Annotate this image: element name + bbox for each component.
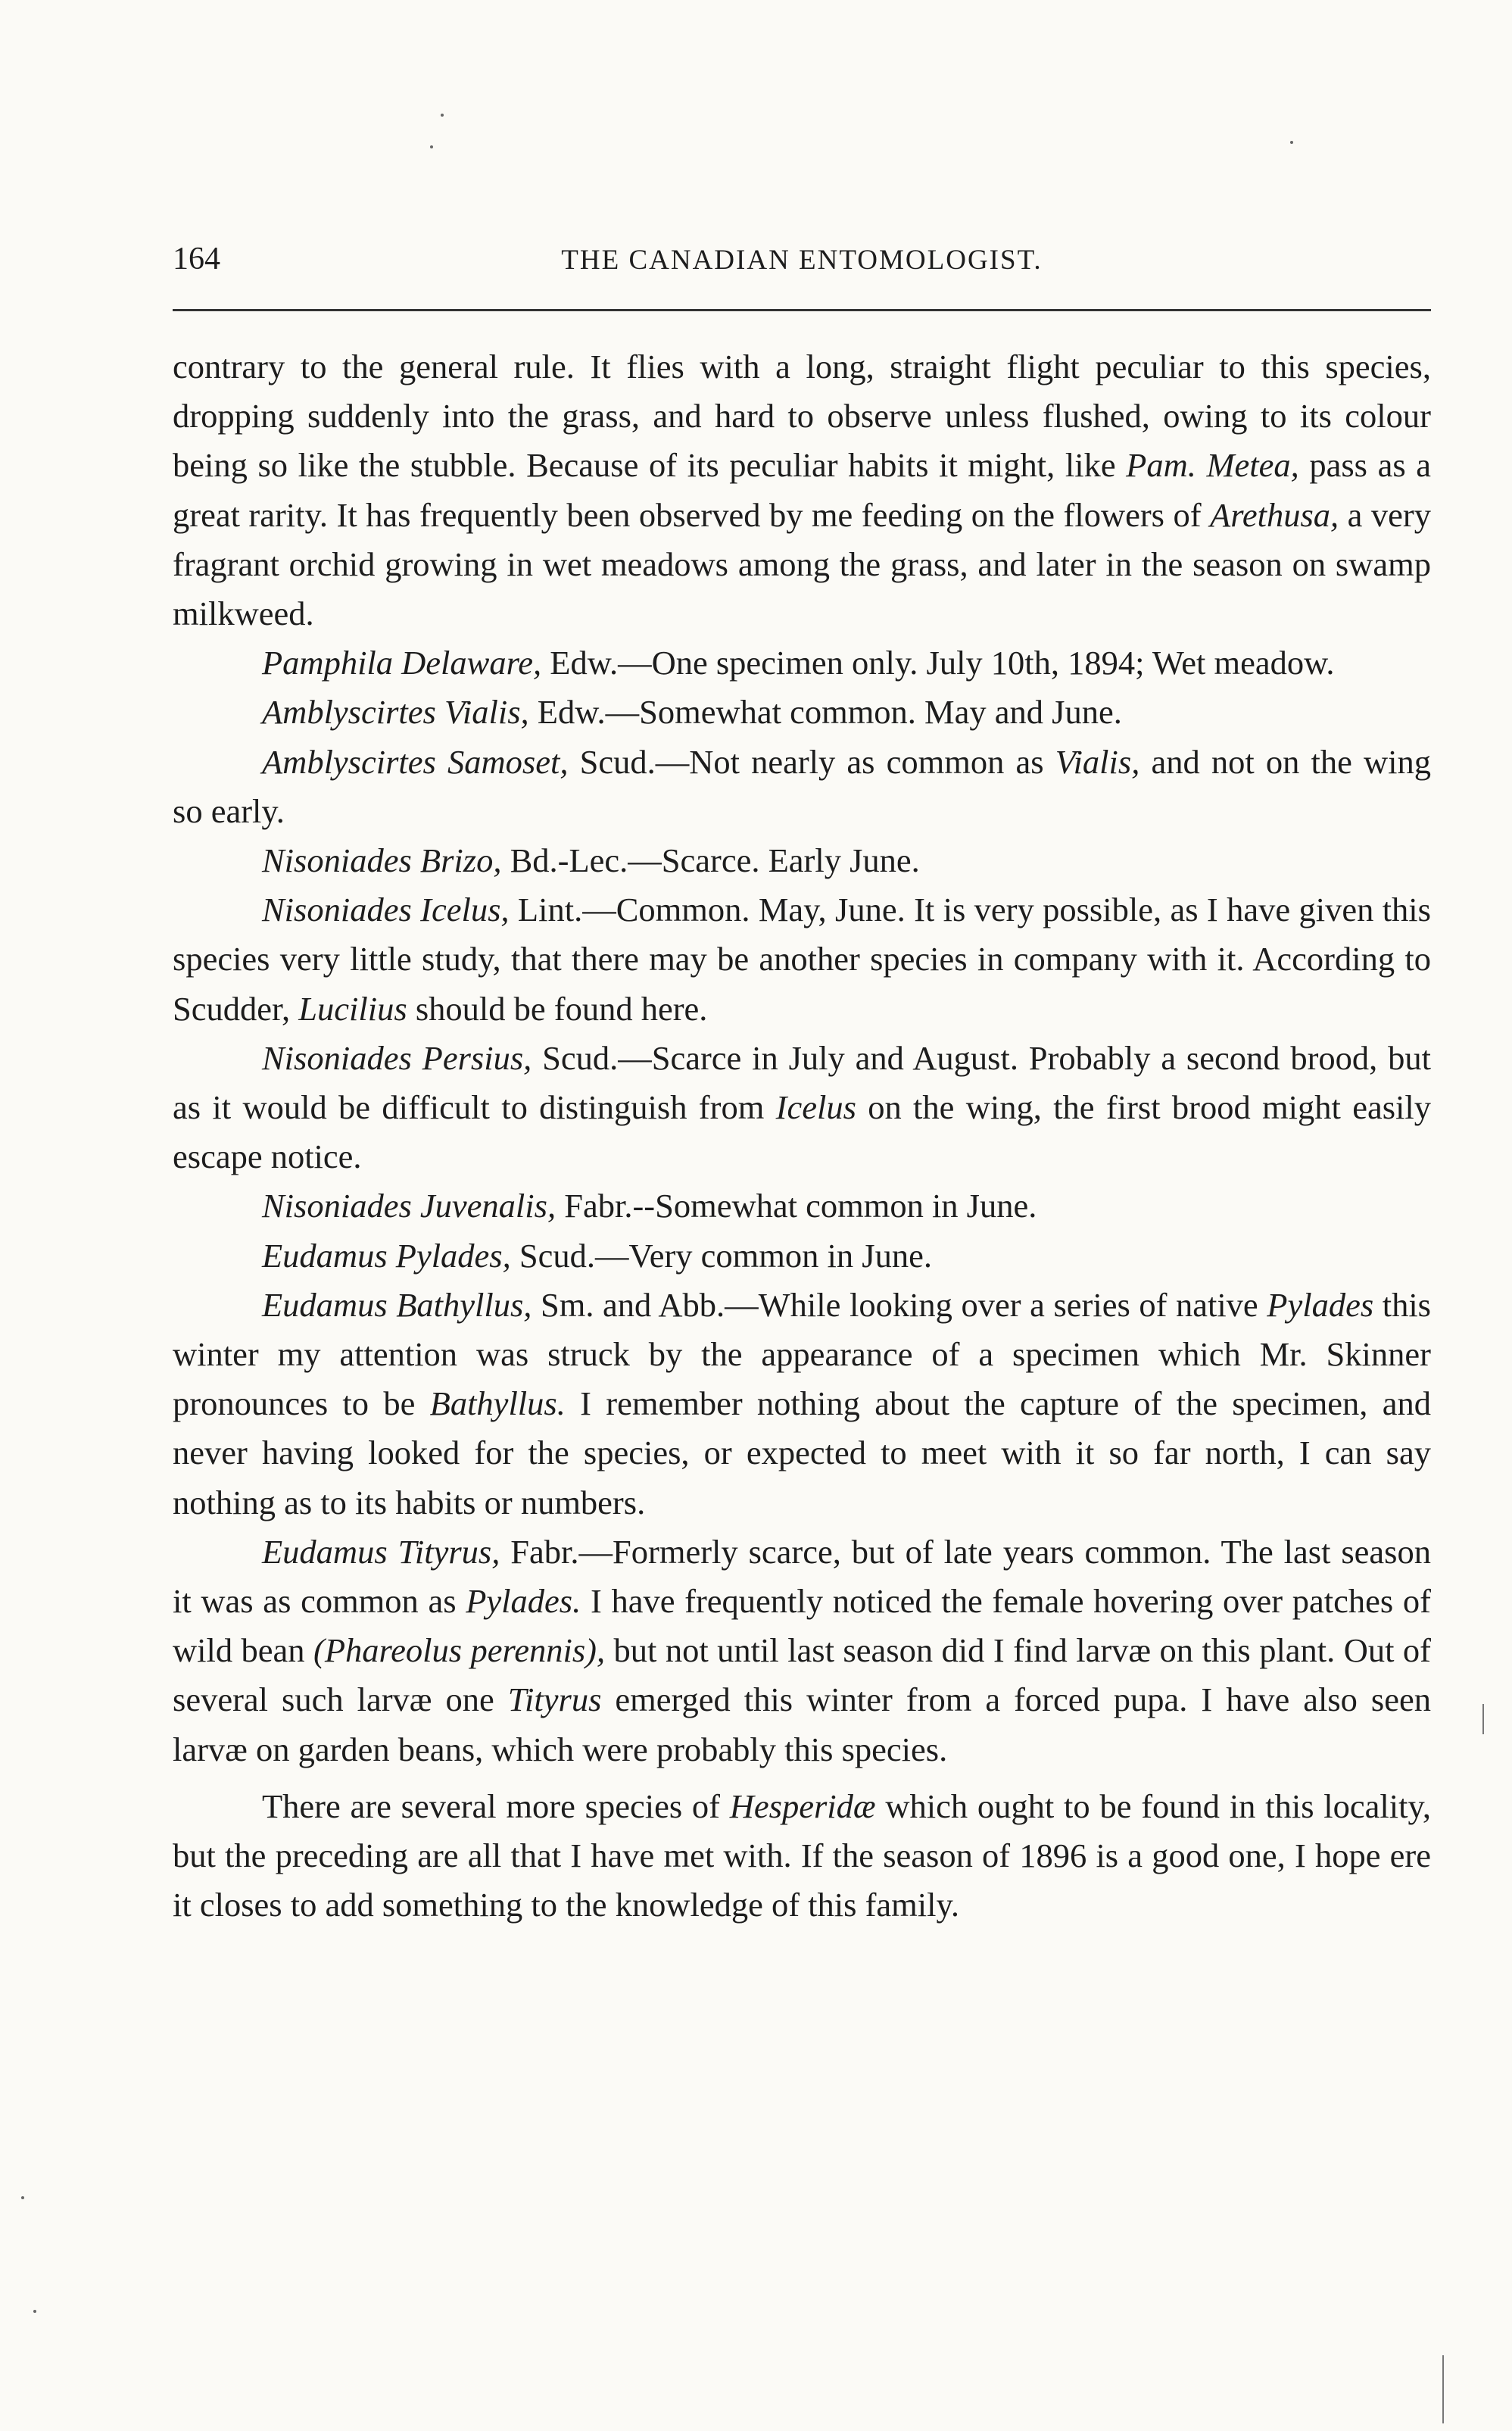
species-name: Tityrus bbox=[507, 1680, 602, 1719]
species-name: Pamphila Delaware, bbox=[262, 644, 542, 682]
paragraph-continuation: contrary to the general rule. It flies with a long, straight flight peculiar to this species, dropping suddenly into the grass, and hard to observe unless flushed, owing to its colour being so like the stubble. Because of its peculiar habits it might, like Pam. Metea, pass as a great rarity. It has frequently been observed by me feeding on the flowers of Arethusa, a very fragrant orchid growing in wet meadows among the grass, and later in the season on swamp milkweed. bbox=[173, 348, 1431, 633]
running-head: THE CANADIAN ENTOMOLOGIST. bbox=[561, 245, 1043, 276]
species-name: Pylades. bbox=[466, 1582, 581, 1621]
species-name: Lucilius bbox=[298, 989, 407, 1028]
species-entry: Nisoniades Icelus, Lint.—Common. May, June. It is very possible, as I have given this species very little study, that there may be another species in company with it. According to Scudder, Lucilius should be found here. bbox=[173, 891, 1431, 1028]
species-entry: Pamphila Delaware, Edw.—One specimen only. July 10th, 1894; Wet meadow. bbox=[262, 644, 1335, 682]
species-entry: Eudamus Pylades, Scud.—Very common in June. bbox=[262, 1236, 932, 1275]
closing-paragraph: There are several more species of Hesperidæ which ought to be found in this locality, but the preceding are all that I have met with. If the season of 1896 is a good one, I hope ere it closes to add something to the knowledge of this family. bbox=[173, 1787, 1431, 1924]
species-name: Arethusa, bbox=[1210, 495, 1339, 534]
species-entry: Amblyscirtes Vialis, Edw.—Somewhat common. May and June. bbox=[262, 693, 1122, 732]
species-entry: Nisoniades Juvenalis, Fabr.--Somewhat common in June. bbox=[262, 1187, 1037, 1225]
species-name: Nisoniades Juvenalis, bbox=[262, 1187, 556, 1225]
species-name: Amblyscirtes Vialis, bbox=[262, 693, 529, 732]
plant-name: (Phareolus perennis), bbox=[313, 1631, 606, 1670]
species-name: Nisoniades Icelus, bbox=[262, 891, 510, 929]
scan-mark bbox=[1482, 1704, 1484, 1734]
species-name: Nisoniades Brizo, bbox=[262, 841, 502, 880]
species-name: Pam. Metea, bbox=[1126, 446, 1299, 485]
species-name: Amblyscirtes Samoset, bbox=[262, 742, 569, 781]
species-name: Vialis, bbox=[1055, 742, 1140, 781]
page-header bbox=[173, 241, 1431, 289]
species-name: Eudamus Tityrus, bbox=[262, 1532, 500, 1571]
scan-mark bbox=[1442, 2355, 1444, 2423]
species-name: Icelus bbox=[775, 1088, 856, 1127]
species-name: Eudamus Pylades, bbox=[262, 1236, 511, 1275]
scan-speck bbox=[21, 2196, 24, 2199]
species-name: Eudamus Bathyllus, bbox=[262, 1285, 532, 1324]
species-entry: Nisoniades Brizo, Bd.-Lec.—Scarce. Early June. bbox=[262, 841, 920, 880]
species-name: Bathyllus. bbox=[429, 1384, 566, 1423]
species-entry: Amblyscirtes Samoset, Scud.—Not nearly as common as Vialis, and not on the wing so early. bbox=[173, 742, 1432, 830]
species-entry: Eudamus Bathyllus, Sm. and Abb.—While looking over a series of native Pylades this winter my attention was struck by the appearance of a specimen which Mr. Skinner pronounces to be Bathyllus. I remember nothing about the capture of the specimen, and never having looked for the species, or expected to meet with it so far north, I can say nothing as to its habits or numbers. bbox=[173, 1285, 1431, 1521]
scan-speck bbox=[441, 114, 444, 117]
family-name: Hesperidæ bbox=[729, 1787, 876, 1825]
species-name: Pylades bbox=[1267, 1285, 1374, 1324]
page-number: 164 bbox=[173, 242, 220, 276]
scan-speck bbox=[430, 145, 433, 148]
species-entry: Eudamus Tityrus, Fabr.—Formerly scarce, but of late years common. The last season it was as common as Pylades. I have frequently noticed the female hovering over patches of wild bean (Phareolus perennis), but not until last season did I find larvæ on this plant. Out of several such larvæ one Tityrus emerged this winter from a forced pupa. I have also seen larvæ on garden beans, which were probably this species. bbox=[173, 1532, 1432, 1768]
article-body bbox=[173, 342, 1431, 1930]
species-name: Nisoniades Persius, bbox=[262, 1038, 532, 1077]
species-entry: Nisoniades Persius, Scud.—Scarce in July and August. Probably a second brood, but as it would be difficult to distinguish from Icelus on the wing, the first brood might easily escape notice. bbox=[173, 1038, 1431, 1176]
scan-speck bbox=[33, 2310, 36, 2313]
scan-speck bbox=[1290, 141, 1293, 144]
header-rule bbox=[173, 309, 1431, 311]
